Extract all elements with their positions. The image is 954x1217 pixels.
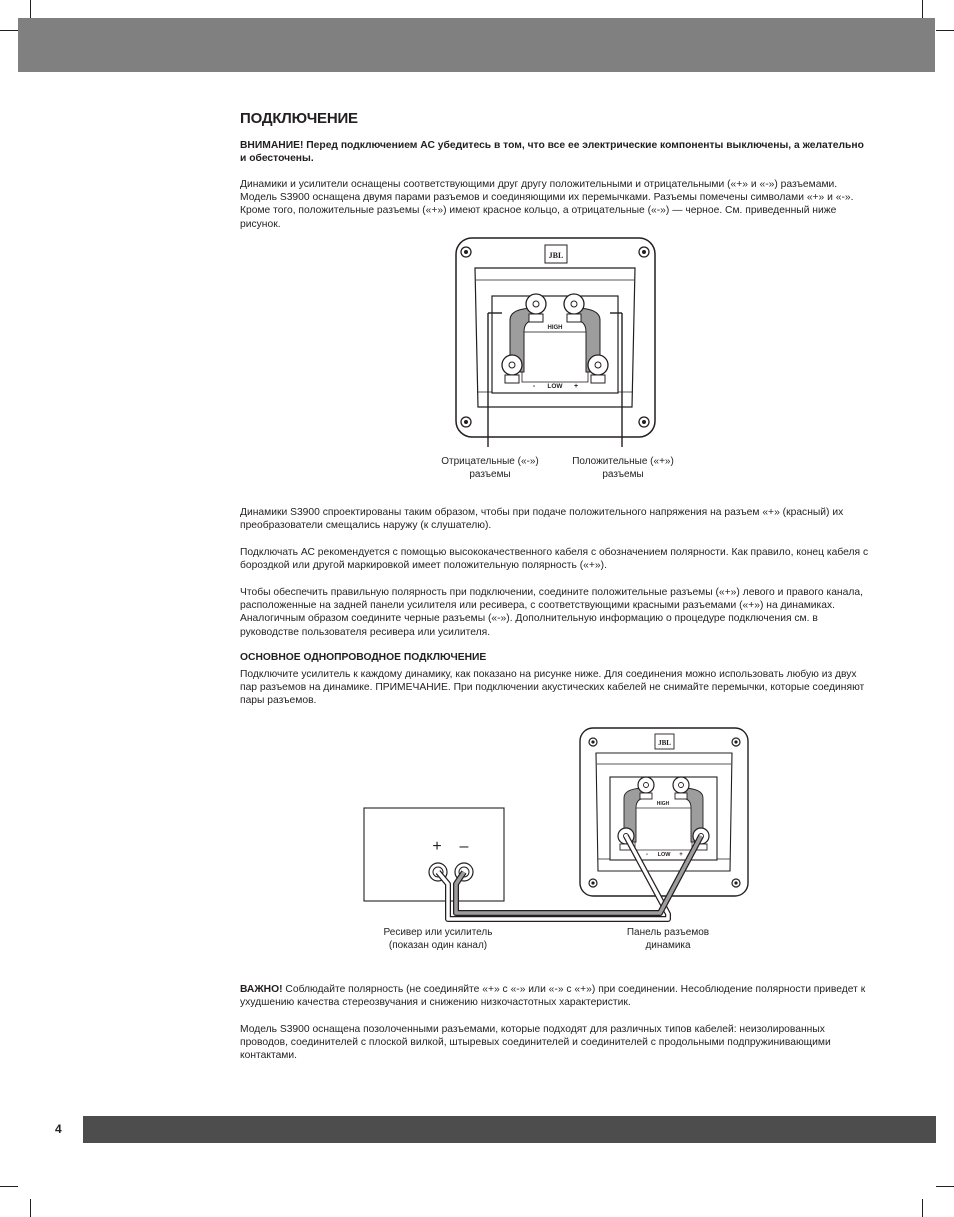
speaker-panel-caption xyxy=(608,927,728,952)
amp-plus-label: + xyxy=(432,838,442,855)
crop-mark xyxy=(922,0,923,18)
mounting-screw-icon xyxy=(589,738,597,746)
paragraph-polarity: Динамики S3900 спроектированы таким образом, чтобы при подаче положительного напряжения на разъем «+» (красный) их преобразователи смещались наружу (к слушателю). xyxy=(240,507,844,532)
binding-post-icon xyxy=(564,294,584,322)
crop-mark xyxy=(0,1186,18,1187)
mounting-screw-icon xyxy=(589,879,597,887)
mounting-screw-icon xyxy=(732,879,740,887)
low-label: LOW xyxy=(547,383,563,390)
page-number: 4 xyxy=(55,1122,62,1136)
important-note xyxy=(240,983,870,1009)
caption-line: динамика xyxy=(645,939,691,951)
brand-logo-text: JBL xyxy=(548,251,564,260)
minus-sign: - xyxy=(646,852,648,858)
warning-text: ВНИМАНИЕ! Перед подключением АС убедитесь в том, что все ее электрические компоненты выключены, а желательно и обесточены. xyxy=(240,140,864,165)
speaker-terminal-figure xyxy=(450,232,665,447)
paragraph-single-wire: Подключите усилитель к каждому динамику, как показано на рисунке ниже. Для соединения можно использовать любую из двух пар разъемов на динамике. ПРИМЕЧАНИЕ. При подключении акустических кабелей не снимайте перемычки, которые соединяют пары разъемов. xyxy=(240,669,865,707)
binding-post-icon xyxy=(502,355,522,383)
crop-mark xyxy=(30,1199,31,1217)
caption-line: Панель разъемов xyxy=(626,927,710,938)
crop-mark xyxy=(0,30,18,31)
paragraph-intro: Динамики и усилители оснащены соответствующими друг другу положительными и отрицательными («+» и «-») разъемами. Модель S3900 оснащена двумя парами разъемов и соединяющими их перемычками. Разъемы помечены символами «+» и «-». Кроме того, положительные разъемы («+») имеют красное кольцо, а отрицательные («-») — черное. См. приведенный ниже рисунок. xyxy=(240,179,854,230)
crop-mark xyxy=(922,1199,923,1217)
footer-band xyxy=(83,1116,936,1143)
paragraph-connectors: Модель S3900 оснащена позолоченными разъемами, которые подходят для различных типов кабелей: неизолированных проводов, соединителей с плоской вилкой, штыревых соединителей и соединителей с продольными подпружинивающими контактами. xyxy=(240,1024,831,1062)
high-label: HIGH xyxy=(656,801,670,807)
caption-line: (показан один канал) xyxy=(388,939,488,951)
important-text: Соблюдайте полярность (не соединяйте «+» с «-» или «-» с «+») при соединении. Несоблюдение полярности приведет к ухудшению качества стереозвучания и снижению низкочастотных характеристик. xyxy=(240,984,866,1009)
page-title: ПОДКЛЮЧЕНИЕ xyxy=(240,110,358,127)
crop-mark xyxy=(30,0,31,18)
mounting-screw-icon xyxy=(732,738,740,746)
caption-line: Положительные («+») xyxy=(572,456,674,467)
brand-logo-text: JBL xyxy=(658,739,671,747)
caption-line: разъемы xyxy=(602,468,644,480)
mounting-screw-icon xyxy=(461,417,471,427)
paragraph-cable: Подключать АС рекомендуется с помощью высококачественного кабеля с обозначением полярности. Как правило, конец кабеля с бороздкой или другой маркировкой имеет положительную полярность («+»). xyxy=(240,547,869,572)
caption-line: разъемы xyxy=(469,468,511,480)
binding-post-icon xyxy=(588,355,608,383)
negative-terminals-caption xyxy=(430,456,550,481)
plus-sign: + xyxy=(573,383,579,390)
receiver-caption xyxy=(373,927,503,952)
paragraph-connection: Чтобы обеспечить правильную полярность при подключении, соедините положительные разъемы («+») левого и правого канала, расположенные на задней панели усилителя или ресивера, с соответствующими красными разъемами («+») на динамиках. Аналогичным образом соедините черные разъемы («-»). Дополнительную информацию о процедуре подключения см. в руководстве пользователя ресивера или усилителя. xyxy=(240,587,863,638)
section-subheading: ОСНОВНОЕ ОДНОПРОВОДНОЕ ПОДКЛЮЧЕНИЕ xyxy=(240,652,487,663)
important-label: ВАЖНО! xyxy=(240,984,283,995)
minus-sign: - xyxy=(532,383,536,390)
wiring-diagram-figure xyxy=(360,726,755,926)
positive-terminals-caption xyxy=(563,456,683,481)
crop-mark xyxy=(936,30,954,31)
low-label: LOW xyxy=(657,852,671,858)
mounting-screw-icon xyxy=(461,247,471,257)
header-band xyxy=(18,18,935,72)
mounting-screw-icon xyxy=(639,247,649,257)
crop-mark xyxy=(936,1186,954,1187)
amp-minus-label: – xyxy=(459,838,469,855)
mounting-screw-icon xyxy=(639,417,649,427)
caption-line: Отрицательные («-») xyxy=(441,456,539,467)
caption-line: Ресивер или усилитель xyxy=(383,927,493,938)
binding-post-icon xyxy=(673,777,689,799)
high-label: HIGH xyxy=(547,325,563,331)
plus-sign: + xyxy=(679,852,683,858)
binding-post-icon xyxy=(526,294,546,322)
binding-post-icon xyxy=(638,777,654,799)
